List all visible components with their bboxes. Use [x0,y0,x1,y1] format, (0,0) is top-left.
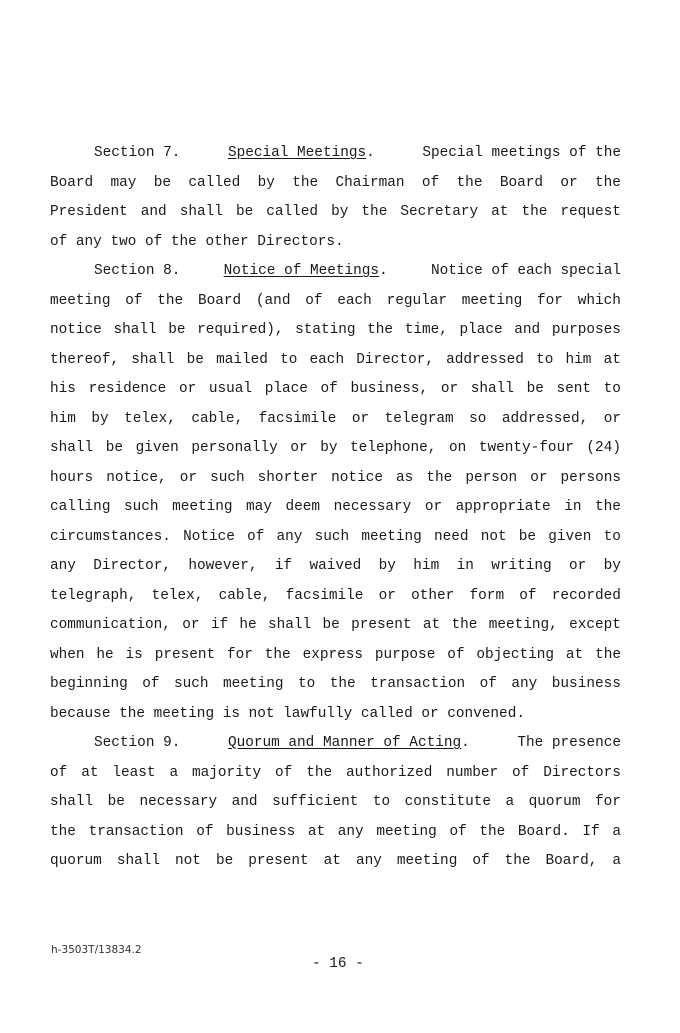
section-title: Quorum and Manner of Acting [227,735,462,751]
body-line: hours notice, or such shorter notice as the person or persons [50,469,621,486]
body-line: meeting of the Board (and of each regular meeting for which [50,292,621,309]
section-title-group: Notice of Meetings. [223,263,388,279]
body-line: President and shall be called by the Secretary at the request [50,204,621,220]
body-line: shall be given personally or by telephone, on twenty-four (24) [50,440,621,456]
body-line: his residence or usual place of business, or shall be sent to [50,381,621,397]
body-line: communication, or if he shall be present at the meeting, except [50,617,621,633]
body-line: shall be necessary and sufficient to constitute a quorum for [50,794,621,810]
document-code: h-3503T/13834.2 [51,944,142,956]
section-number: Section 9. [94,735,181,751]
body-line: beginning of such meeting to the transaction of any business [50,676,621,692]
body-line: the transaction of business at any meeting of the Board. If a [50,823,621,840]
body-line: when he is present for the express purpose of objecting at the [50,646,621,663]
body-line: of any two of the other Directors. [50,233,344,250]
section-heading-line [50,729,621,759]
section-title-group: Quorum and Manner of Acting. [227,735,470,751]
body-line: quorum shall not be present at any meeting of the Board, a [50,853,621,869]
body-line: of at least a majority of the authorized number of Directors [50,764,621,781]
section-title-group: Special Meetings. [227,145,375,161]
section-heading-line [50,257,621,287]
section-heading-line [50,139,621,169]
section-number: Section 8. [94,263,181,279]
section-number: Section 7. [94,145,181,161]
body-line: him by telex, cable, facsimile or telegram so addressed, or [50,410,621,427]
body-line: any Director, however, if waived by him in writing or by [50,558,621,574]
body-line: The presence [517,735,621,751]
body-line: Notice of each special [430,263,621,279]
page-number: - 16 - [312,956,364,972]
section-9 [50,729,621,877]
section-7 [50,139,621,257]
body-line: because the meeting is not lawfully called or convened. [50,705,525,722]
section-title: Notice of Meetings [223,263,380,279]
body-line: notice shall be required), stating the time, place and purposes [50,322,621,338]
body-line: Special meetings of the [422,145,621,161]
body-line: calling such meeting may deem necessary or appropriate in the [50,499,621,515]
body-line: Board may be called by the Chairman of the Board or the [50,174,621,191]
body-line: thereof, shall be mailed to each Director, addressed to him at [50,351,621,368]
body-line: telegraph, telex, cable, facsimile or other form of recorded [50,587,621,604]
section-title: Special Meetings [227,145,367,161]
section-8 [50,257,621,729]
body-line: circumstances. Notice of any such meeting need not be given to [50,528,621,545]
